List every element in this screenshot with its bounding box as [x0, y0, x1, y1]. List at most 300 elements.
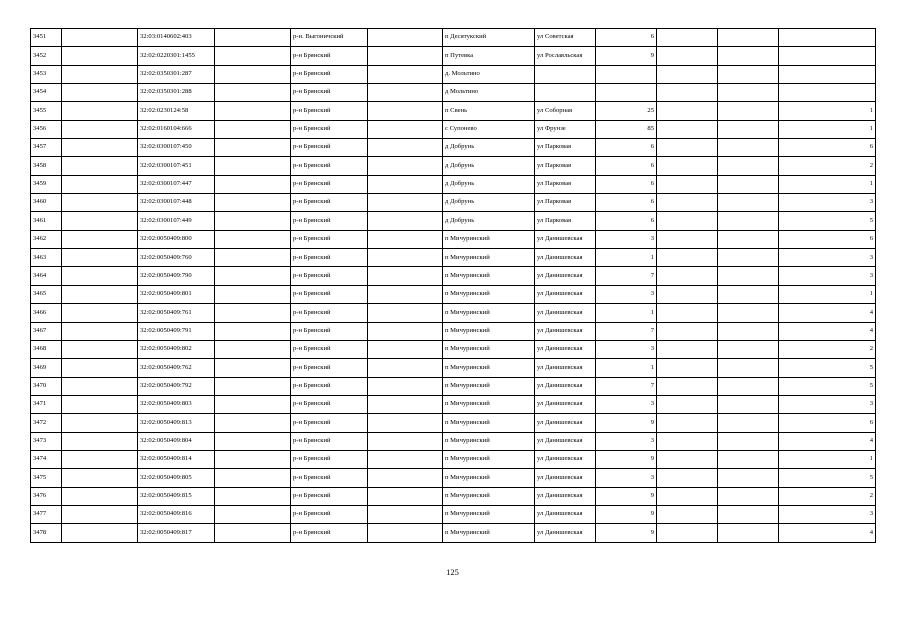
cell-empty: [215, 102, 291, 120]
cell-district: р-н Брянский: [291, 377, 368, 395]
cell-flat: [779, 47, 876, 65]
cell-record-number: 3459: [31, 175, 62, 193]
cell-house: 25: [596, 102, 657, 120]
cell-cadastral-number: 32:02:0050409:792: [138, 377, 215, 395]
cell-empty: [62, 285, 138, 303]
cell-empty: [368, 84, 443, 102]
cell-locality: п Мичуринский: [443, 414, 535, 432]
cell-cadastral-number: 32:02:0350301:287: [138, 65, 215, 83]
cell-record-number: 3464: [31, 267, 62, 285]
cell-empty: [62, 450, 138, 468]
cell-flat: 5: [779, 377, 876, 395]
cell-empty: [215, 212, 291, 230]
cell-flat: 5: [779, 359, 876, 377]
cell-empty: [215, 322, 291, 340]
cell-empty: [62, 139, 138, 157]
cell-locality: д Добрунь: [443, 194, 535, 212]
cell-locality: д Добрунь: [443, 212, 535, 230]
cell-empty: [215, 249, 291, 267]
cell-cadastral-number: 32:02:0050409:761: [138, 304, 215, 322]
cell-empty: [215, 414, 291, 432]
cell-empty: [215, 47, 291, 65]
cell-cadastral-number: 32:03:0140602:403: [138, 29, 215, 47]
cell-empty: [215, 267, 291, 285]
cell-empty: [62, 84, 138, 102]
cell-flat: 3: [779, 267, 876, 285]
cell-empty: [368, 505, 443, 523]
cell-empty: [657, 395, 718, 413]
cell-cadastral-number: 32:02:0050409:805: [138, 469, 215, 487]
cell-cadastral-number: 32:02:0050409:791: [138, 322, 215, 340]
table-row: [31, 304, 876, 322]
cell-empty: [718, 524, 779, 542]
cell-district: р-н Брянский: [291, 450, 368, 468]
cell-record-number: 3469: [31, 359, 62, 377]
cell-empty: [718, 139, 779, 157]
cell-record-number: 3471: [31, 395, 62, 413]
cell-empty: [62, 175, 138, 193]
cell-empty: [62, 505, 138, 523]
cell-empty: [62, 249, 138, 267]
cell-flat: 5: [779, 469, 876, 487]
cell-empty: [718, 175, 779, 193]
cell-district: р-н Брянский: [291, 487, 368, 505]
cell-house: 3: [596, 285, 657, 303]
table-row: [31, 359, 876, 377]
cell-record-number: 3455: [31, 102, 62, 120]
cell-empty: [215, 505, 291, 523]
cell-cadastral-number: 32:02:0050409:815: [138, 487, 215, 505]
cell-district: р-н Брянский: [291, 505, 368, 523]
table-row: [31, 120, 876, 138]
cell-flat: 6: [779, 414, 876, 432]
table-row: [31, 139, 876, 157]
cell-cadastral-number: 32:02:0050409:801: [138, 285, 215, 303]
cell-record-number: 3451: [31, 29, 62, 47]
cell-locality: п Путевка: [443, 47, 535, 65]
cell-empty: [718, 322, 779, 340]
cell-locality: д Добрунь: [443, 157, 535, 175]
cell-flat: 6: [779, 230, 876, 248]
cell-district: р-н Брянский: [291, 285, 368, 303]
cell-locality: д Добрунь: [443, 139, 535, 157]
table-row: [31, 395, 876, 413]
cell-empty: [657, 84, 718, 102]
cell-empty: [368, 322, 443, 340]
cell-empty: [657, 230, 718, 248]
cell-empty: [62, 340, 138, 358]
cell-locality: с Супонево: [443, 120, 535, 138]
cell-street: ул Данишевская: [535, 267, 596, 285]
table-row: [31, 29, 876, 47]
cell-street: ул Данишевская: [535, 524, 596, 542]
cell-house: 9: [596, 450, 657, 468]
register-body: [31, 29, 876, 543]
cell-district: р-н Брянский: [291, 120, 368, 138]
table-row: [31, 267, 876, 285]
cell-empty: [368, 175, 443, 193]
cell-street: ул Данишевская: [535, 340, 596, 358]
cell-flat: 1: [779, 450, 876, 468]
cell-empty: [657, 285, 718, 303]
cell-empty: [718, 395, 779, 413]
cell-district: р-н Брянский: [291, 359, 368, 377]
cell-flat: 3: [779, 249, 876, 267]
cell-empty: [62, 212, 138, 230]
cell-flat: 1: [779, 175, 876, 193]
cell-empty: [657, 304, 718, 322]
cell-flat: [779, 29, 876, 47]
cell-cadastral-number: 32:02:0050409:816: [138, 505, 215, 523]
cell-record-number: 3470: [31, 377, 62, 395]
cell-empty: [368, 65, 443, 83]
cell-cadastral-number: 32:02:0300107:447: [138, 175, 215, 193]
cell-empty: [718, 267, 779, 285]
cell-district: р-н Брянский: [291, 267, 368, 285]
cell-house: 9: [596, 505, 657, 523]
cell-street: ул Данишевская: [535, 359, 596, 377]
cell-empty: [62, 194, 138, 212]
cell-empty: [215, 432, 291, 450]
cell-district: р-н Брянский: [291, 414, 368, 432]
cell-flat: 1: [779, 102, 876, 120]
cell-cadastral-number: 32:02:0050409:814: [138, 450, 215, 468]
cell-district: р-н Брянский: [291, 322, 368, 340]
cell-empty: [368, 340, 443, 358]
cell-street: ул Парковая: [535, 157, 596, 175]
cell-empty: [215, 120, 291, 138]
cell-street: ул Данишевская: [535, 249, 596, 267]
cell-empty: [368, 139, 443, 157]
cell-record-number: 3454: [31, 84, 62, 102]
cell-record-number: 3477: [31, 505, 62, 523]
table-row: [31, 322, 876, 340]
cell-empty: [215, 139, 291, 157]
cell-street: ул Данишевская: [535, 230, 596, 248]
cell-record-number: 3472: [31, 414, 62, 432]
cell-street: ул Данишевская: [535, 322, 596, 340]
cell-record-number: 3461: [31, 212, 62, 230]
cell-district: р-н Брянский: [291, 194, 368, 212]
cell-flat: [779, 84, 876, 102]
cell-district: р-н Брянский: [291, 230, 368, 248]
cell-empty: [215, 359, 291, 377]
cell-empty: [657, 322, 718, 340]
cell-house: 7: [596, 377, 657, 395]
cell-flat: 4: [779, 304, 876, 322]
cell-empty: [718, 120, 779, 138]
cell-record-number: 3463: [31, 249, 62, 267]
cell-empty: [368, 120, 443, 138]
cell-empty: [718, 29, 779, 47]
cell-empty: [718, 432, 779, 450]
cell-empty: [657, 377, 718, 395]
cell-empty: [368, 524, 443, 542]
cell-cadastral-number: 32:02:0220301:1455: [138, 47, 215, 65]
cell-record-number: 3453: [31, 65, 62, 83]
cell-empty: [62, 120, 138, 138]
cell-house: [596, 65, 657, 83]
cell-street: ул Парковая: [535, 139, 596, 157]
cell-street: ул Данишевская: [535, 487, 596, 505]
cell-record-number: 3476: [31, 487, 62, 505]
cell-district: р-н Брянский: [291, 395, 368, 413]
cell-empty: [368, 47, 443, 65]
cell-empty: [62, 65, 138, 83]
cell-empty: [718, 212, 779, 230]
cell-empty: [368, 377, 443, 395]
cell-cadastral-number: 32:02:0300107:449: [138, 212, 215, 230]
cell-cadastral-number: 32:02:0050409:817: [138, 524, 215, 542]
cell-empty: [62, 102, 138, 120]
cell-cadastral-number: 32:02:0050409:813: [138, 414, 215, 432]
cell-flat: 3: [779, 395, 876, 413]
cell-empty: [657, 469, 718, 487]
cell-street: ул Данишевская: [535, 285, 596, 303]
cell-house: 7: [596, 267, 657, 285]
cell-district: р-н Брянский: [291, 524, 368, 542]
cell-empty: [718, 157, 779, 175]
cell-house: 3: [596, 340, 657, 358]
cell-record-number: 3456: [31, 120, 62, 138]
cell-empty: [718, 414, 779, 432]
cell-locality: п Мичуринский: [443, 340, 535, 358]
cell-locality: п Мичуринский: [443, 322, 535, 340]
cell-house: [596, 84, 657, 102]
cell-district: р-н Брянский: [291, 139, 368, 157]
cell-house: 6: [596, 157, 657, 175]
cell-empty: [657, 212, 718, 230]
table-row: [31, 524, 876, 542]
cell-locality: п Мичуринский: [443, 395, 535, 413]
cell-locality: д Мольтино: [443, 84, 535, 102]
cell-record-number: 3474: [31, 450, 62, 468]
cell-empty: [215, 230, 291, 248]
cell-empty: [62, 432, 138, 450]
cell-street: ул Фрунзе: [535, 120, 596, 138]
register-table: [30, 28, 876, 543]
cell-cadastral-number: 32:02:0050409:803: [138, 395, 215, 413]
cell-empty: [718, 304, 779, 322]
cell-locality: п Десятукский: [443, 29, 535, 47]
cell-street: ул Рославльская: [535, 47, 596, 65]
cell-street: ул Данишевская: [535, 450, 596, 468]
cell-house: 9: [596, 524, 657, 542]
cell-street: [535, 84, 596, 102]
cell-empty: [718, 285, 779, 303]
cell-empty: [368, 230, 443, 248]
cell-empty: [215, 524, 291, 542]
table-row: [31, 102, 876, 120]
cell-house: 3: [596, 469, 657, 487]
table-row: [31, 450, 876, 468]
cell-locality: п Мичуринский: [443, 359, 535, 377]
cell-empty: [62, 377, 138, 395]
cell-locality: п Мичуринский: [443, 524, 535, 542]
cell-empty: [62, 267, 138, 285]
cell-cadastral-number: 32:02:0160104:666: [138, 120, 215, 138]
cell-district: р-н Брянский: [291, 84, 368, 102]
cell-empty: [718, 450, 779, 468]
cell-street: ул Данишевская: [535, 395, 596, 413]
cell-empty: [657, 175, 718, 193]
cell-empty: [368, 487, 443, 505]
table-row: [31, 65, 876, 83]
table-row: [31, 230, 876, 248]
cell-flat: 4: [779, 524, 876, 542]
cell-empty: [62, 524, 138, 542]
cell-empty: [718, 249, 779, 267]
table-row: [31, 212, 876, 230]
cell-district: р-н. Выгоничский: [291, 29, 368, 47]
cell-empty: [368, 267, 443, 285]
cell-street: ул Данишевская: [535, 432, 596, 450]
cell-cadastral-number: 32:02:0050409:760: [138, 249, 215, 267]
page-number: 125: [446, 567, 459, 577]
cell-empty: [368, 304, 443, 322]
cell-record-number: 3460: [31, 194, 62, 212]
cell-empty: [368, 285, 443, 303]
table-row: [31, 505, 876, 523]
table-row: [31, 487, 876, 505]
cell-record-number: 3462: [31, 230, 62, 248]
table-row: [31, 84, 876, 102]
cell-empty: [368, 157, 443, 175]
cell-record-number: 3465: [31, 285, 62, 303]
cell-record-number: 3468: [31, 340, 62, 358]
cell-empty: [62, 157, 138, 175]
table-row: [31, 469, 876, 487]
cell-locality: д Добрунь: [443, 175, 535, 193]
cell-empty: [62, 322, 138, 340]
cell-record-number: 3467: [31, 322, 62, 340]
cell-record-number: 3475: [31, 469, 62, 487]
table-row: [31, 285, 876, 303]
cell-empty: [657, 487, 718, 505]
cell-empty: [368, 450, 443, 468]
cell-house: 9: [596, 47, 657, 65]
cell-street: ул Парковая: [535, 212, 596, 230]
table-row: [31, 249, 876, 267]
cell-cadastral-number: 32:02:0050409:790: [138, 267, 215, 285]
cell-district: р-н Брянский: [291, 432, 368, 450]
cell-flat: [779, 65, 876, 83]
table-row: [31, 194, 876, 212]
cell-empty: [718, 359, 779, 377]
cell-empty: [62, 230, 138, 248]
cell-locality: п Мичуринский: [443, 450, 535, 468]
cell-empty: [368, 432, 443, 450]
cell-empty: [215, 395, 291, 413]
cell-locality: п Мичуринский: [443, 505, 535, 523]
cell-house: 85: [596, 120, 657, 138]
cell-empty: [215, 377, 291, 395]
cell-empty: [657, 450, 718, 468]
cell-district: р-н Брянский: [291, 157, 368, 175]
cell-house: 9: [596, 487, 657, 505]
cell-house: 6: [596, 29, 657, 47]
cell-empty: [62, 487, 138, 505]
cell-cadastral-number: 32:02:0050409:762: [138, 359, 215, 377]
cell-cadastral-number: 32:02:0230124:58: [138, 102, 215, 120]
cell-street: ул Данишевская: [535, 377, 596, 395]
cell-empty: [657, 47, 718, 65]
cell-empty: [62, 395, 138, 413]
table-row: [31, 340, 876, 358]
cell-empty: [718, 469, 779, 487]
cell-empty: [718, 487, 779, 505]
cell-record-number: 3466: [31, 304, 62, 322]
cell-street: [535, 65, 596, 83]
cell-record-number: 3457: [31, 139, 62, 157]
cell-empty: [657, 139, 718, 157]
cell-district: р-н Брянский: [291, 175, 368, 193]
cell-cadastral-number: 32:02:0350301:288: [138, 84, 215, 102]
cell-flat: 1: [779, 120, 876, 138]
cell-empty: [368, 29, 443, 47]
cell-street: ул Данишевская: [535, 505, 596, 523]
cell-empty: [718, 377, 779, 395]
cell-empty: [718, 505, 779, 523]
cell-empty: [718, 340, 779, 358]
cell-locality: п Мичуринский: [443, 267, 535, 285]
cell-empty: [657, 65, 718, 83]
cell-district: р-н Брянский: [291, 249, 368, 267]
cell-empty: [657, 432, 718, 450]
cell-house: 6: [596, 212, 657, 230]
cell-empty: [62, 47, 138, 65]
cell-empty: [215, 84, 291, 102]
cell-flat: 3: [779, 505, 876, 523]
cell-empty: [368, 194, 443, 212]
cell-empty: [62, 304, 138, 322]
cell-street: ул Парковая: [535, 175, 596, 193]
cell-flat: 1: [779, 285, 876, 303]
cell-locality: п Мичуринский: [443, 432, 535, 450]
cell-empty: [718, 84, 779, 102]
cell-flat: 4: [779, 322, 876, 340]
cell-empty: [718, 194, 779, 212]
cell-empty: [657, 157, 718, 175]
cell-flat: 6: [779, 139, 876, 157]
cell-empty: [215, 285, 291, 303]
cell-flat: 2: [779, 157, 876, 175]
cell-locality: п Мичуринский: [443, 285, 535, 303]
cell-empty: [657, 194, 718, 212]
cell-empty: [215, 450, 291, 468]
cell-district: р-н Брянский: [291, 469, 368, 487]
cell-empty: [215, 487, 291, 505]
table-row: [31, 432, 876, 450]
cell-empty: [215, 340, 291, 358]
cell-record-number: 3473: [31, 432, 62, 450]
cell-empty: [368, 414, 443, 432]
cell-house: 1: [596, 249, 657, 267]
cell-empty: [657, 102, 718, 120]
cell-flat: 5: [779, 212, 876, 230]
cell-cadastral-number: 32:02:0050409:802: [138, 340, 215, 358]
cell-cadastral-number: 32:02:0300107:450: [138, 139, 215, 157]
cell-house: 6: [596, 194, 657, 212]
cell-street: ул Данишевская: [535, 414, 596, 432]
cell-cadastral-number: 32:02:0050409:800: [138, 230, 215, 248]
cell-house: 9: [596, 414, 657, 432]
cell-empty: [657, 359, 718, 377]
cell-empty: [368, 102, 443, 120]
cell-empty: [657, 29, 718, 47]
cell-empty: [718, 47, 779, 65]
cell-empty: [368, 249, 443, 267]
